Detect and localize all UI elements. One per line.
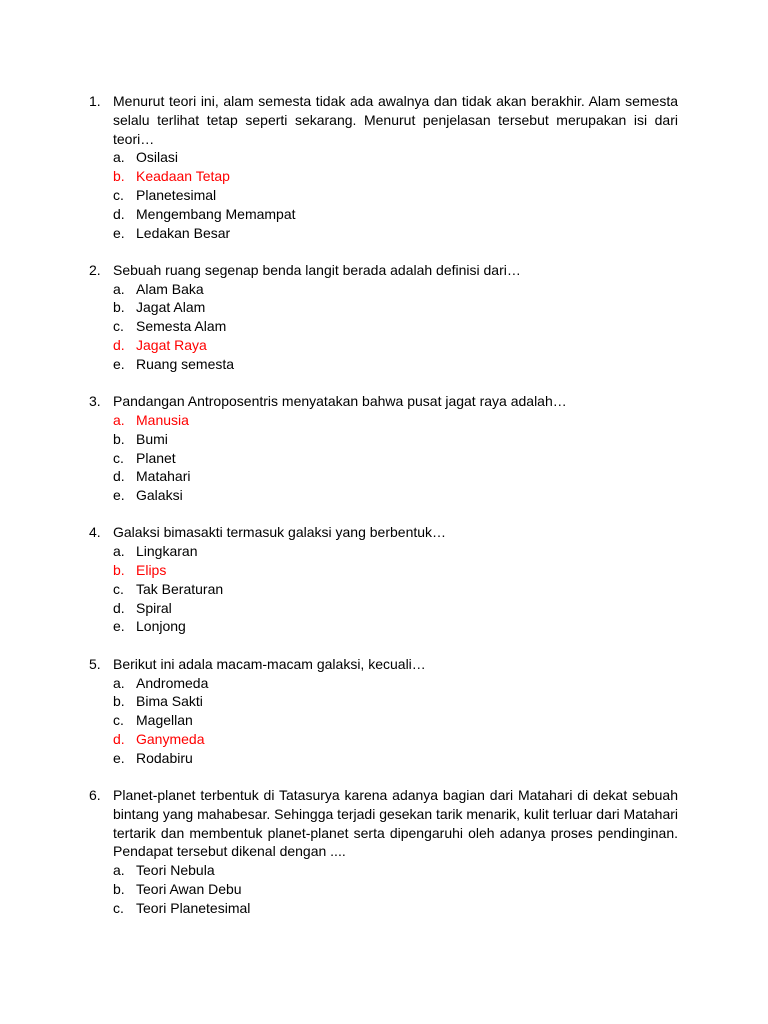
- option-text: Jagat Raya: [136, 337, 207, 354]
- question-text: Planet-planet terbentuk di Tatasurya karena adanya bagian dari Matahari di dekat sebuah bintang yang mahabesar. Sehingga terjadi gesekan tarik menarik, kulit terluar dari Matahari tertarik dan membentuk planet-planet serta dipengaruhi oleh adanya proses pendinginan. Pendapat tersebut dikenal dengan ....: [113, 787, 678, 860]
- option-letter: d.: [113, 599, 125, 616]
- question-text: Pandangan Antroposentris menyatakan bahwa pusat jagat raya adalah…: [113, 393, 567, 410]
- question-number: 1.: [89, 93, 101, 109]
- option-letter: c.: [113, 712, 124, 729]
- answer-option: [0, 280, 768, 299]
- answer-option: [0, 355, 768, 374]
- option-letter: a.: [113, 543, 125, 560]
- question-stem: [0, 523, 768, 542]
- question-number: 2.: [89, 261, 101, 278]
- question-text: Sebuah ruang segenap benda langit berada adalah definisi dari…: [113, 261, 521, 278]
- option-text: Teori Nebula: [136, 862, 215, 879]
- answer-option: [0, 317, 768, 336]
- answer-option: [0, 674, 768, 693]
- option-text: Lingkaran: [136, 543, 198, 560]
- option-letter: e.: [113, 749, 125, 766]
- option-letter: c.: [113, 580, 124, 597]
- question-2: [0, 261, 768, 374]
- option-letter: b.: [113, 168, 125, 185]
- question-text: Berikut ini adala macam-macam galaksi, kecuali…: [113, 655, 426, 672]
- option-text: Magellan: [136, 712, 193, 729]
- option-text: Teori Awan Debu: [136, 880, 242, 897]
- question-1: [0, 92, 768, 242]
- option-letter: a.: [113, 280, 125, 297]
- answer-option: [0, 148, 768, 167]
- option-text: Bumi: [136, 430, 168, 447]
- answer-option: [0, 298, 768, 317]
- option-letter: e.: [113, 487, 125, 504]
- question-stem: [0, 786, 768, 861]
- option-text: Tak Beraturan: [136, 580, 224, 597]
- question-stem: [0, 392, 768, 411]
- answer-option-correct: [0, 730, 768, 749]
- option-text: Spiral: [136, 599, 172, 616]
- option-letter: c.: [113, 899, 124, 916]
- option-letter: d.: [113, 730, 125, 747]
- option-letter: c.: [113, 449, 124, 466]
- question-stem: [0, 261, 768, 280]
- question-3: [0, 392, 768, 505]
- answer-option-correct: [0, 561, 768, 580]
- option-letter: b.: [113, 880, 125, 897]
- option-letter: a.: [113, 149, 125, 166]
- answer-option: [0, 224, 768, 243]
- option-letter: a.: [113, 411, 125, 428]
- option-letter: e.: [113, 224, 125, 241]
- option-text: Teori Planetesimal: [136, 899, 251, 916]
- answer-option: [0, 186, 768, 205]
- option-letter: b.: [113, 693, 125, 710]
- option-text: Mengembang Memampat: [136, 205, 296, 222]
- option-letter: d.: [113, 337, 125, 354]
- answer-option: [0, 861, 768, 880]
- option-text: Ruang semesta: [136, 355, 235, 372]
- option-text: Jagat Alam: [136, 299, 206, 316]
- answer-option: [0, 880, 768, 899]
- option-letter: d.: [113, 205, 125, 222]
- answer-option: [0, 467, 768, 486]
- option-letter: a.: [113, 862, 125, 879]
- option-text: Osilasi: [136, 149, 179, 166]
- answer-option: [0, 205, 768, 224]
- option-text: Planet: [136, 449, 176, 466]
- option-text: Elips: [136, 562, 167, 579]
- answer-option: [0, 430, 768, 449]
- question-number: 5.: [89, 655, 101, 672]
- option-text: Matahari: [136, 468, 191, 485]
- option-letter: c.: [113, 318, 124, 335]
- question-stem: [0, 92, 768, 148]
- option-text: Keadaan Tetap: [136, 168, 230, 185]
- question-5: [0, 655, 768, 768]
- option-letter: d.: [113, 468, 125, 485]
- question-4: [0, 523, 768, 636]
- answer-option: [0, 749, 768, 768]
- question-stem: [0, 655, 768, 674]
- option-letter: c.: [113, 186, 124, 203]
- answer-option: [0, 899, 768, 918]
- answer-option-correct: [0, 167, 768, 186]
- option-text: Planetesimal: [136, 186, 217, 203]
- answer-option: [0, 711, 768, 730]
- question-text: Galaksi bimasakti termasuk galaksi yang berbentuk…: [113, 524, 447, 541]
- answer-option: [0, 580, 768, 599]
- option-letter: b.: [113, 430, 125, 447]
- option-letter: e.: [113, 618, 125, 635]
- answer-option: [0, 486, 768, 505]
- question-number: 4.: [89, 524, 101, 541]
- option-letter: e.: [113, 355, 125, 372]
- option-letter: b.: [113, 562, 125, 579]
- option-letter: a.: [113, 674, 125, 691]
- option-text: Ganymeda: [136, 730, 205, 747]
- option-text: Galaksi: [136, 487, 183, 504]
- option-text: Manusia: [136, 411, 189, 428]
- answer-option-correct: [0, 336, 768, 355]
- quiz-document: [0, 92, 768, 936]
- answer-option: [0, 617, 768, 636]
- answer-option: [0, 692, 768, 711]
- answer-option-correct: [0, 411, 768, 430]
- question-number: 3.: [89, 393, 101, 410]
- option-letter: b.: [113, 299, 125, 316]
- option-text: Andromeda: [136, 674, 209, 691]
- option-text: Bima Sakti: [136, 693, 203, 710]
- question-number: 6.: [89, 787, 101, 803]
- question-6: [0, 786, 768, 918]
- answer-option: [0, 542, 768, 561]
- option-text: Rodabiru: [136, 749, 193, 766]
- option-text: Ledakan Besar: [136, 224, 231, 241]
- option-text: Semesta Alam: [136, 318, 227, 335]
- answer-option: [0, 599, 768, 618]
- option-text: Alam Baka: [136, 280, 204, 297]
- option-text: Lonjong: [136, 618, 186, 635]
- answer-option: [0, 449, 768, 468]
- question-text: Menurut teori ini, alam semesta tidak ada awalnya dan tidak akan berakhir. Alam semesta selalu terlihat tetap seperti sekarang. Menurut penjelasan tersebut merupakan isi dari teori…: [113, 93, 678, 147]
